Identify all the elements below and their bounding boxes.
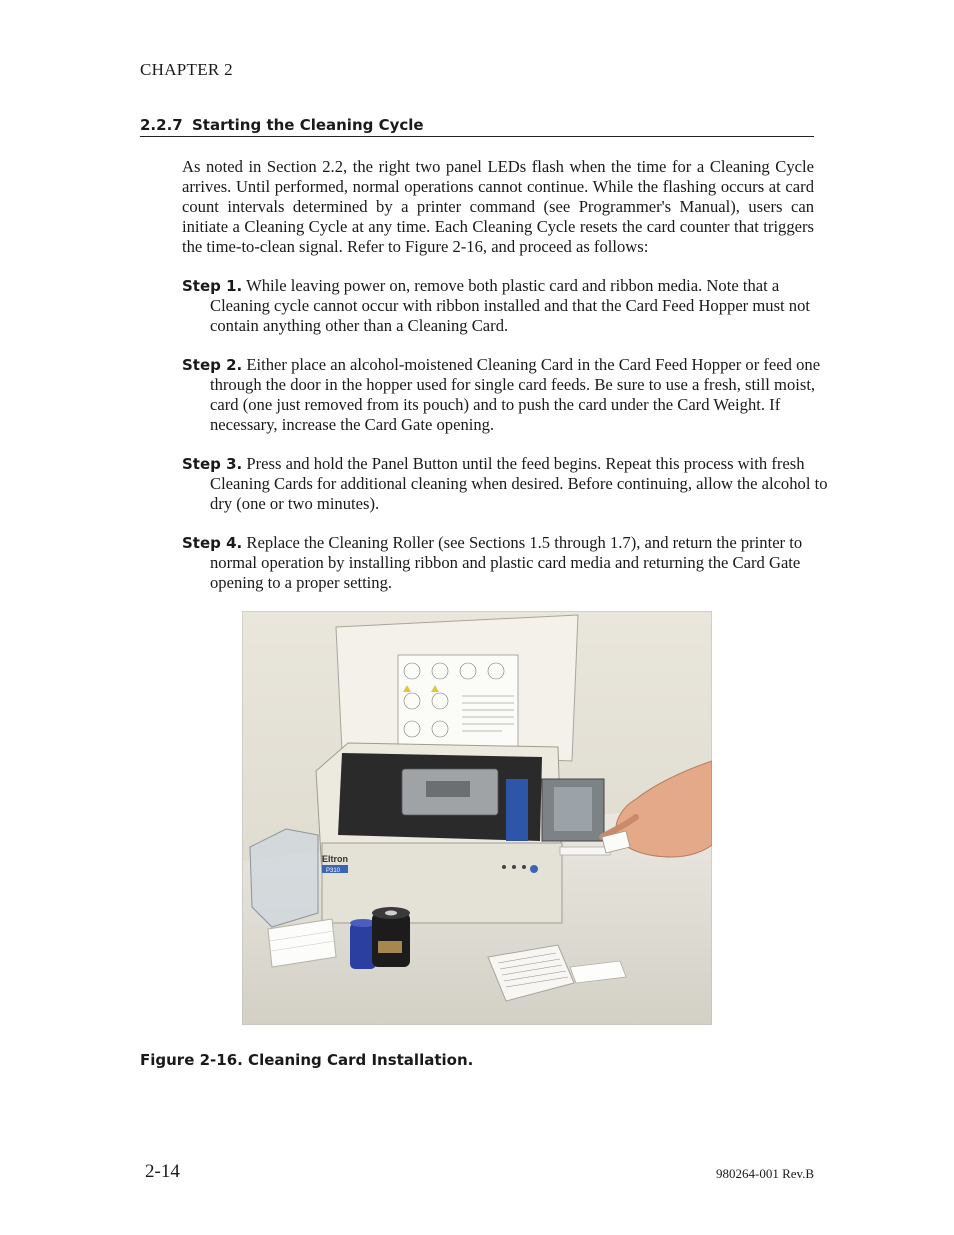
figure-photo — [242, 611, 712, 1025]
step-3 — [182, 454, 842, 514]
step-text: Replace the Cleaning Roller (see Sections 1.5 through 1.7), and return the printer to normal operation by installing ribbon and plastic card media and returning the Card Gate opening to a proper setting. — [210, 533, 803, 592]
printer-brand: Eltron — [322, 854, 348, 864]
step-label: Step 2. — [182, 356, 243, 374]
step-text: Either place an alcohol-moistened Cleaning Card in the Card Feed Hopper or feed one through the door in the hopper used for single card feeds. Be sure to use a fresh, still moist, card (one just removed from its pouch) and to push the card under the Card Weight. If necessary, increase the Card Gate opening. — [210, 355, 821, 434]
figure-caption: Figure 2-16. Cleaning Card Installation. — [140, 1051, 474, 1069]
step-2 — [182, 355, 842, 435]
step-label: Step 3. — [182, 455, 243, 473]
step-text: Press and hold the Panel Button until the feed begins. Repeat this process with fresh Cleaning Cards for additional cleaning when desired. Before continuing, allow the alcohol to dry (one or two minutes). — [210, 454, 828, 513]
section-title: Starting the Cleaning Cycle — [192, 116, 424, 134]
step-1 — [182, 276, 842, 336]
intro-paragraph: As noted in Section 2.2, the right two panel LEDs flash when the time for a Cleaning Cycle arrives. Until performed, normal operations cannot continue. While the flashing occurs at card count intervals determined by a printer command (see Programmer's Manual), users can initiate a Cleaning Cycle at any time. Each Cleaning Cycle resets the card counter that triggers the time-to-clean signal. Refer to Figure 2-16, and proceed as follows: — [182, 157, 814, 256]
page-number: 2-14 — [145, 1161, 180, 1182]
step-4 — [182, 533, 842, 593]
section-number: 2.2.7 — [140, 116, 183, 134]
step-label: Step 1. — [182, 277, 243, 295]
step-label: Step 4. — [182, 534, 243, 552]
printer-model: P310 — [326, 868, 341, 874]
document-id: 980264-001 Rev.B — [716, 1166, 815, 1181]
section-heading — [140, 116, 814, 137]
instruction-label — [398, 655, 518, 747]
chapter-header: CHAPTER 2 — [140, 60, 233, 79]
step-text: While leaving power on, remove both plastic card and ribbon media. Note that a Cleaning cycle cannot occur with ribbon installed and that the Card Feed Hopper must not contain anything other than a Cleaning Card. — [210, 276, 810, 335]
